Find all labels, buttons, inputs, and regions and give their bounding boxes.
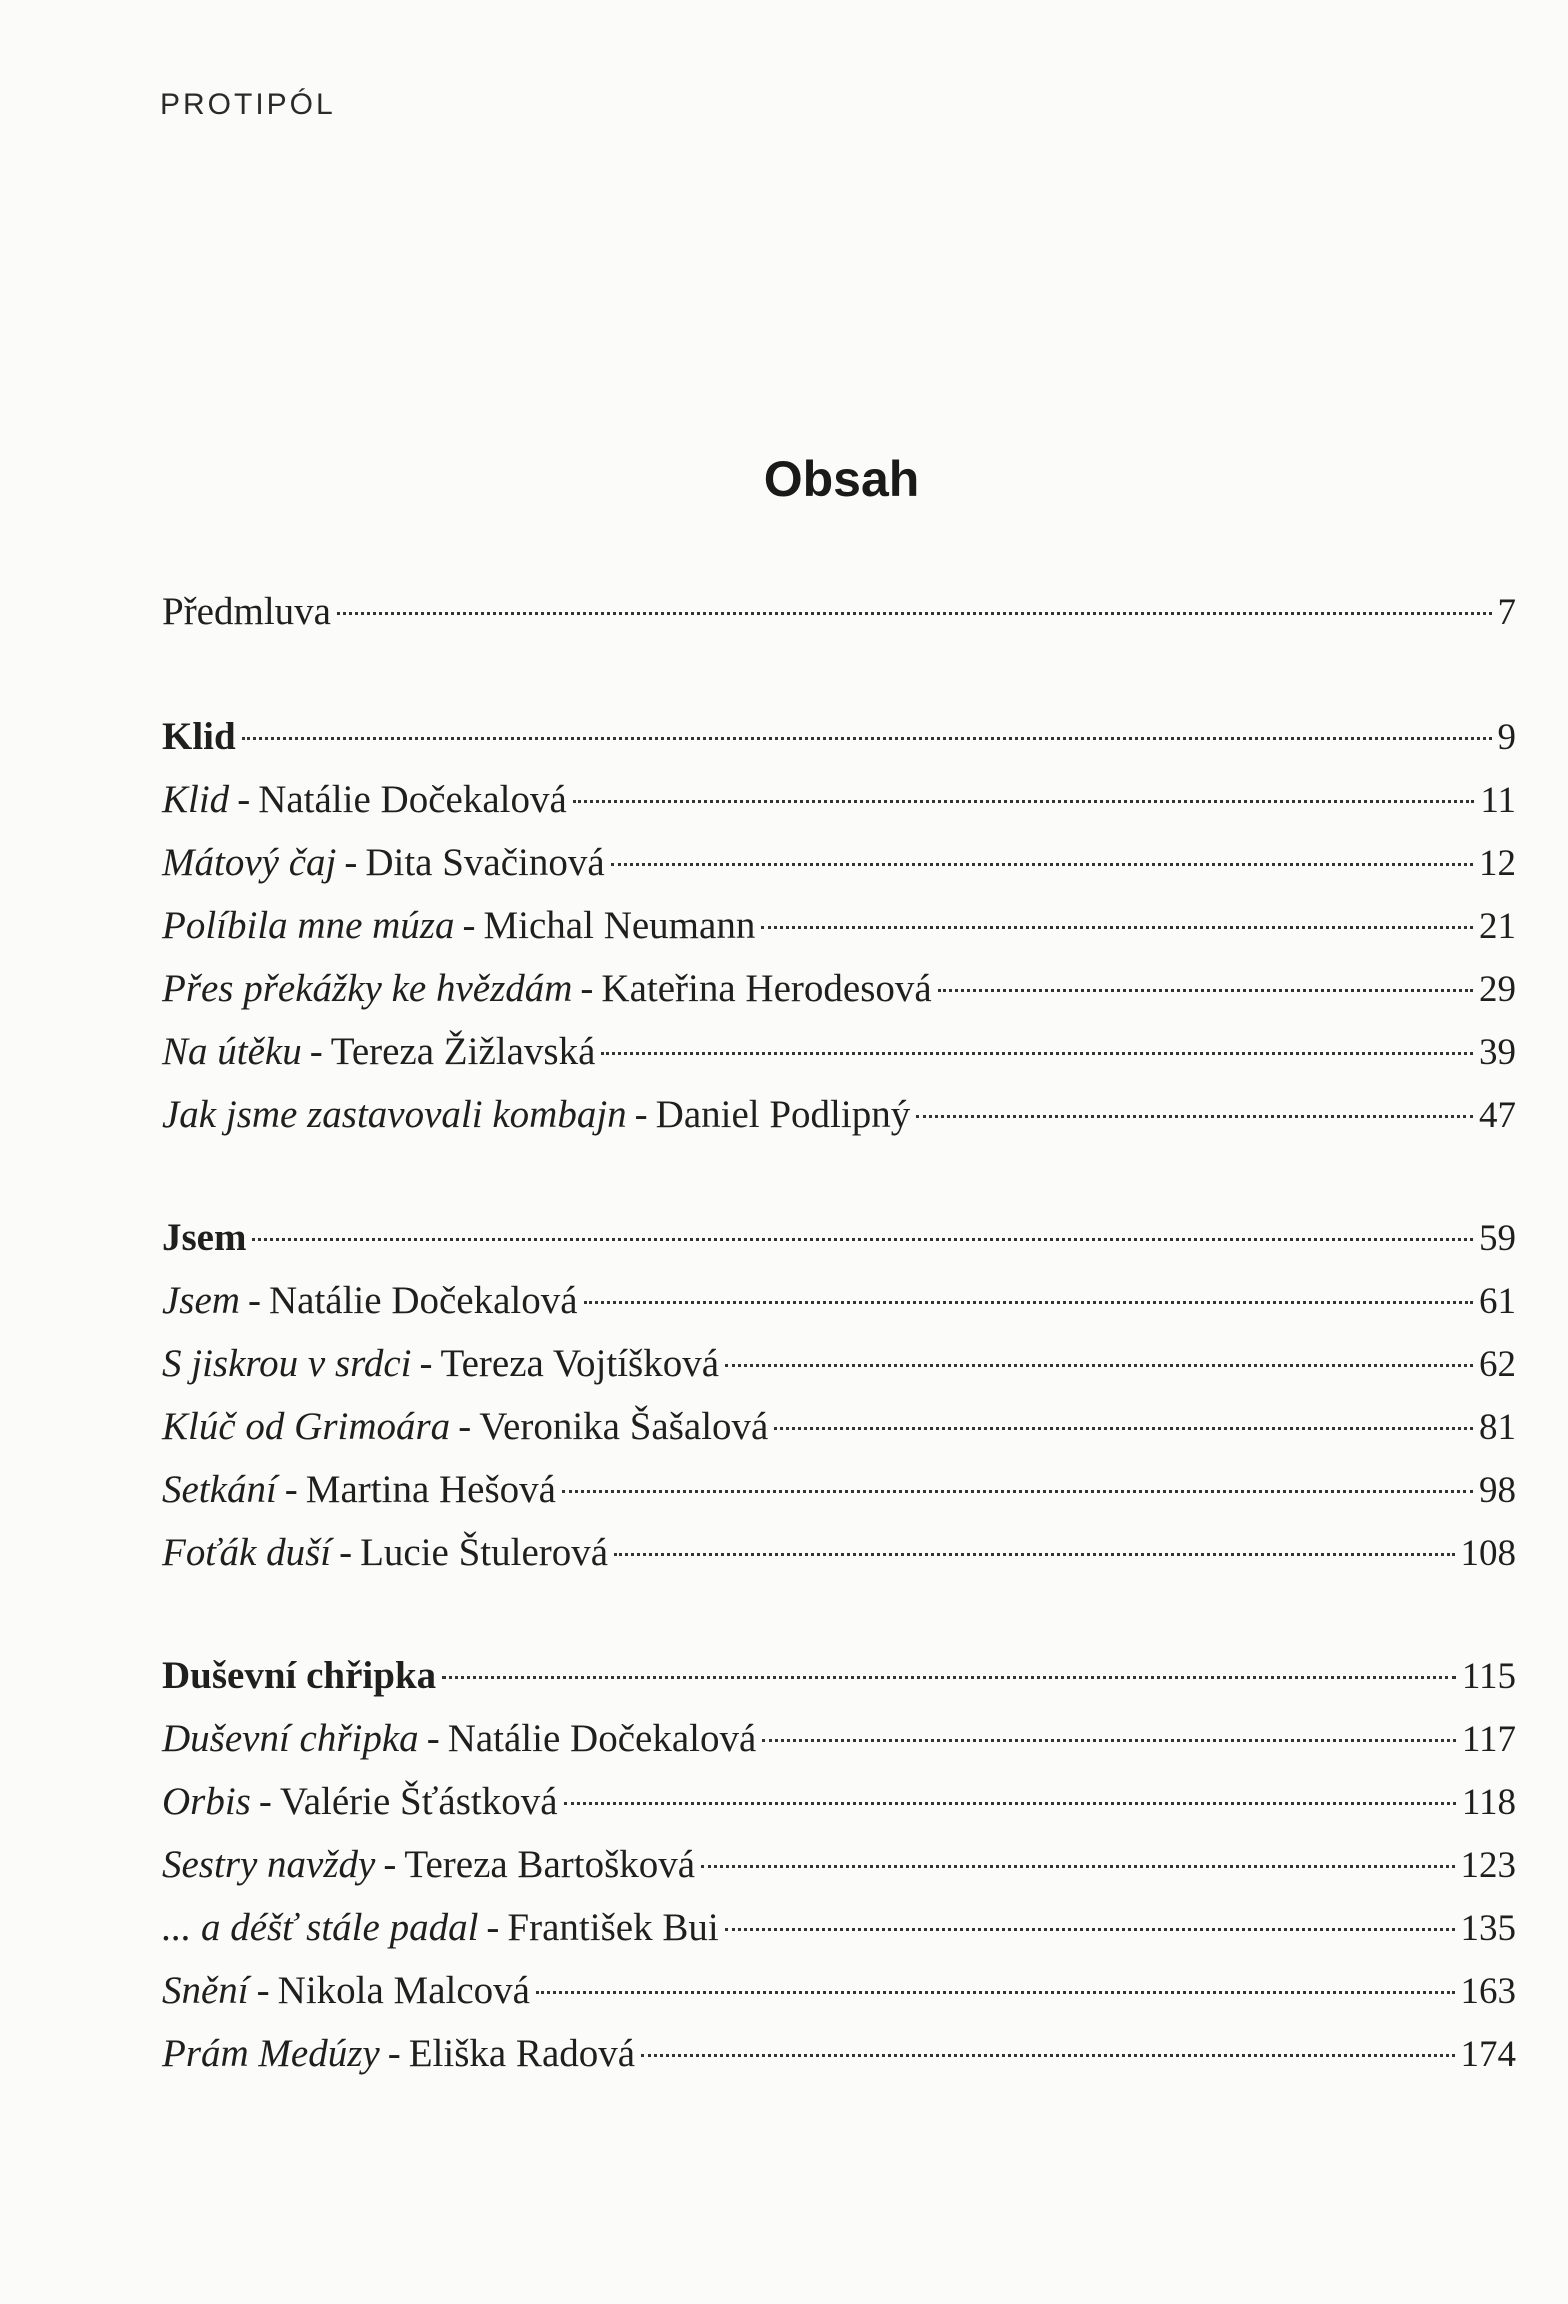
dot-leader: [584, 1301, 1473, 1304]
toc-section-heading: [162, 1644, 1516, 1707]
entry-title: [162, 1833, 695, 1896]
separator: -: [237, 778, 251, 821]
entry-page-number: 117: [1461, 1719, 1516, 1760]
dot-leader: [938, 989, 1473, 992]
section-title: Klid: [162, 715, 236, 758]
work-title: S jiskrou v srdci: [162, 1342, 412, 1385]
toc-section-heading: [162, 705, 1516, 768]
dot-leader: [611, 863, 1473, 866]
entry-page-number: 11: [1480, 780, 1516, 821]
author-name: Tereza Bartošková: [404, 1843, 696, 1886]
author-name: Lucie Štulerová: [360, 1531, 609, 1574]
author-name: Eliška Radová: [408, 2032, 636, 2075]
work-title: ... a déšť stále padal: [162, 1906, 479, 1949]
entry-title: [162, 1707, 756, 1770]
section-title: Jsem: [162, 1216, 247, 1259]
author-name: Tereza Žižlavská: [330, 1030, 596, 1073]
entry-title: [162, 1395, 768, 1458]
work-title: Duševní chřipka: [162, 1717, 419, 1760]
author-name: Veronika Šašalová: [479, 1405, 769, 1448]
separator: -: [258, 1780, 272, 1823]
separator: -: [387, 2032, 401, 2075]
dot-leader: [774, 1427, 1473, 1430]
author-name: František Bui: [507, 1906, 719, 1949]
dot-leader: [762, 1739, 1456, 1742]
entry-page-number: 135: [1460, 1908, 1516, 1949]
toc-entry: [162, 1707, 1516, 1770]
entry-title: [162, 1020, 595, 1083]
separator: -: [458, 1405, 472, 1448]
entry-title: [162, 1959, 530, 2022]
entry-title: [162, 894, 755, 957]
entry-page-number: 12: [1479, 843, 1516, 884]
entry-page-number: 21: [1479, 906, 1516, 947]
toc-entry: [162, 1020, 1516, 1083]
separator: -: [486, 1906, 500, 1949]
toc-section-heading: [162, 1206, 1516, 1269]
toc-entry: [162, 1959, 1516, 2022]
entry-title: [162, 768, 567, 831]
entry-title: Předmluva: [162, 590, 331, 633]
dot-leader: [562, 1490, 1473, 1493]
toc-entry: [162, 1896, 1516, 1959]
author-name: Nikola Malcová: [277, 1969, 530, 2012]
author-name: Natálie Dočekalová: [258, 778, 567, 821]
entry-page-number: 118: [1461, 1782, 1516, 1823]
entry-page-number: 29: [1479, 969, 1516, 1010]
work-title: Foťák duší: [162, 1531, 332, 1574]
work-title: Prám Medúzy: [162, 2032, 380, 2075]
dot-leader: [252, 1238, 1473, 1241]
dot-leader: [916, 1115, 1473, 1118]
section-gap: [162, 1584, 1516, 1644]
dot-leader: [761, 926, 1473, 929]
entry-title: [162, 831, 605, 894]
separator: -: [309, 1030, 323, 1073]
work-title: Přes překážky ke hvězdám: [162, 967, 573, 1010]
toc-entry: [162, 1770, 1516, 1833]
toc-entry: [162, 1332, 1516, 1395]
author-name: Natálie Dočekalová: [447, 1717, 757, 1760]
dot-leader: [242, 737, 1492, 740]
work-title: Sestry navždy: [162, 1843, 376, 1886]
separator: -: [256, 1969, 270, 2012]
author-name: Kateřina Herodesová: [601, 967, 932, 1010]
dot-leader: [614, 1553, 1454, 1556]
dot-leader: [337, 612, 1492, 615]
dot-leader: [442, 1676, 1456, 1679]
work-title: Políbila mne múza: [162, 904, 455, 947]
toc-entry: [162, 894, 1516, 957]
work-title: Setkání: [162, 1468, 277, 1511]
entry-page-number: 61: [1479, 1281, 1516, 1322]
work-title: Klid: [162, 778, 230, 821]
entry-title: [162, 1083, 910, 1146]
entry-page-number: 39: [1479, 1032, 1516, 1073]
author-name: Tereza Vojtíšková: [440, 1342, 720, 1385]
entry-title: [162, 1332, 719, 1395]
dot-leader: [725, 1928, 1455, 1931]
author-name: Dita Svačinová: [365, 841, 605, 884]
dot-leader: [601, 1052, 1473, 1055]
separator: -: [462, 904, 476, 947]
author-name: Natálie Dočekalová: [268, 1279, 578, 1322]
toc-title: Obsah: [763, 451, 920, 507]
entry-page-number: 174: [1460, 2034, 1516, 2075]
toc-entry: [162, 1521, 1516, 1584]
entry-page-number: 163: [1460, 1971, 1516, 2012]
toc-entry: [162, 957, 1516, 1020]
dot-leader: [564, 1802, 1456, 1805]
section-gap: [162, 1146, 1516, 1206]
entry-page-number: 81: [1479, 1407, 1516, 1448]
dot-leader: [701, 1865, 1454, 1868]
toc-entry-preface: [162, 580, 1516, 643]
table-of-contents: [162, 580, 1516, 2085]
toc-section: [162, 1206, 1516, 1584]
entry-page-number: 62: [1479, 1344, 1516, 1385]
dot-leader: [536, 1991, 1455, 1994]
toc-entry: [162, 768, 1516, 831]
toc-entry: [162, 1395, 1516, 1458]
separator: -: [247, 1279, 261, 1322]
toc-entry: [162, 1269, 1516, 1332]
entry-page-number: 98: [1479, 1470, 1516, 1511]
work-title: Jsem: [162, 1279, 240, 1322]
toc-entry: [162, 1083, 1516, 1146]
toc-entry: [162, 1833, 1516, 1896]
entry-title: [162, 1770, 558, 1833]
dot-leader: [641, 2054, 1454, 2057]
entry-title: [162, 2022, 635, 2085]
entry-page-number: 123: [1460, 1845, 1516, 1886]
author-name: Daniel Podlipný: [655, 1093, 911, 1136]
entry-title: [162, 1458, 556, 1521]
entry-page-number: 47: [1479, 1095, 1516, 1136]
toc-entry: [162, 831, 1516, 894]
entry-title: [162, 957, 932, 1020]
work-title: Orbis: [162, 1780, 251, 1823]
work-title: Klúč od Grimoára: [162, 1405, 451, 1448]
entry-page-number: 108: [1460, 1533, 1516, 1574]
separator: -: [339, 1531, 353, 1574]
toc-entry: [162, 1458, 1516, 1521]
separator: -: [419, 1342, 433, 1385]
toc-section: [162, 705, 1516, 1146]
separator: -: [426, 1717, 440, 1760]
separator: -: [284, 1468, 298, 1511]
toc-sections: [162, 643, 1516, 2085]
dot-leader: [725, 1364, 1473, 1367]
toc-entry: [162, 2022, 1516, 2085]
section-gap: [162, 643, 1516, 705]
section-title: Duševní chřipka: [162, 1654, 437, 1697]
running-head: PROTIPÓL: [160, 88, 336, 121]
section-page-number: 59: [1479, 1218, 1516, 1259]
author-name: Valérie Šťástková: [279, 1780, 558, 1823]
work-title: Na útěku: [162, 1030, 302, 1073]
dot-leader: [573, 800, 1475, 803]
author-name: Martina Hešová: [305, 1468, 556, 1511]
entry-title: [162, 1896, 719, 1959]
work-title: Mátový čaj: [162, 841, 337, 884]
work-title: Snění: [162, 1969, 249, 2012]
entry-title: [162, 1521, 608, 1584]
separator: -: [383, 1843, 397, 1886]
toc-section: [162, 1644, 1516, 2085]
separator: -: [580, 967, 594, 1010]
section-page-number: 115: [1461, 1656, 1516, 1697]
section-page-number: 9: [1497, 717, 1516, 758]
separator: -: [634, 1093, 648, 1136]
author-name: Michal Neumann: [483, 904, 756, 947]
work-title: Jak jsme zastavovali kombajn: [162, 1093, 627, 1136]
separator: -: [344, 841, 358, 884]
entry-title: [162, 1269, 578, 1332]
entry-page-number: 7: [1497, 592, 1516, 633]
